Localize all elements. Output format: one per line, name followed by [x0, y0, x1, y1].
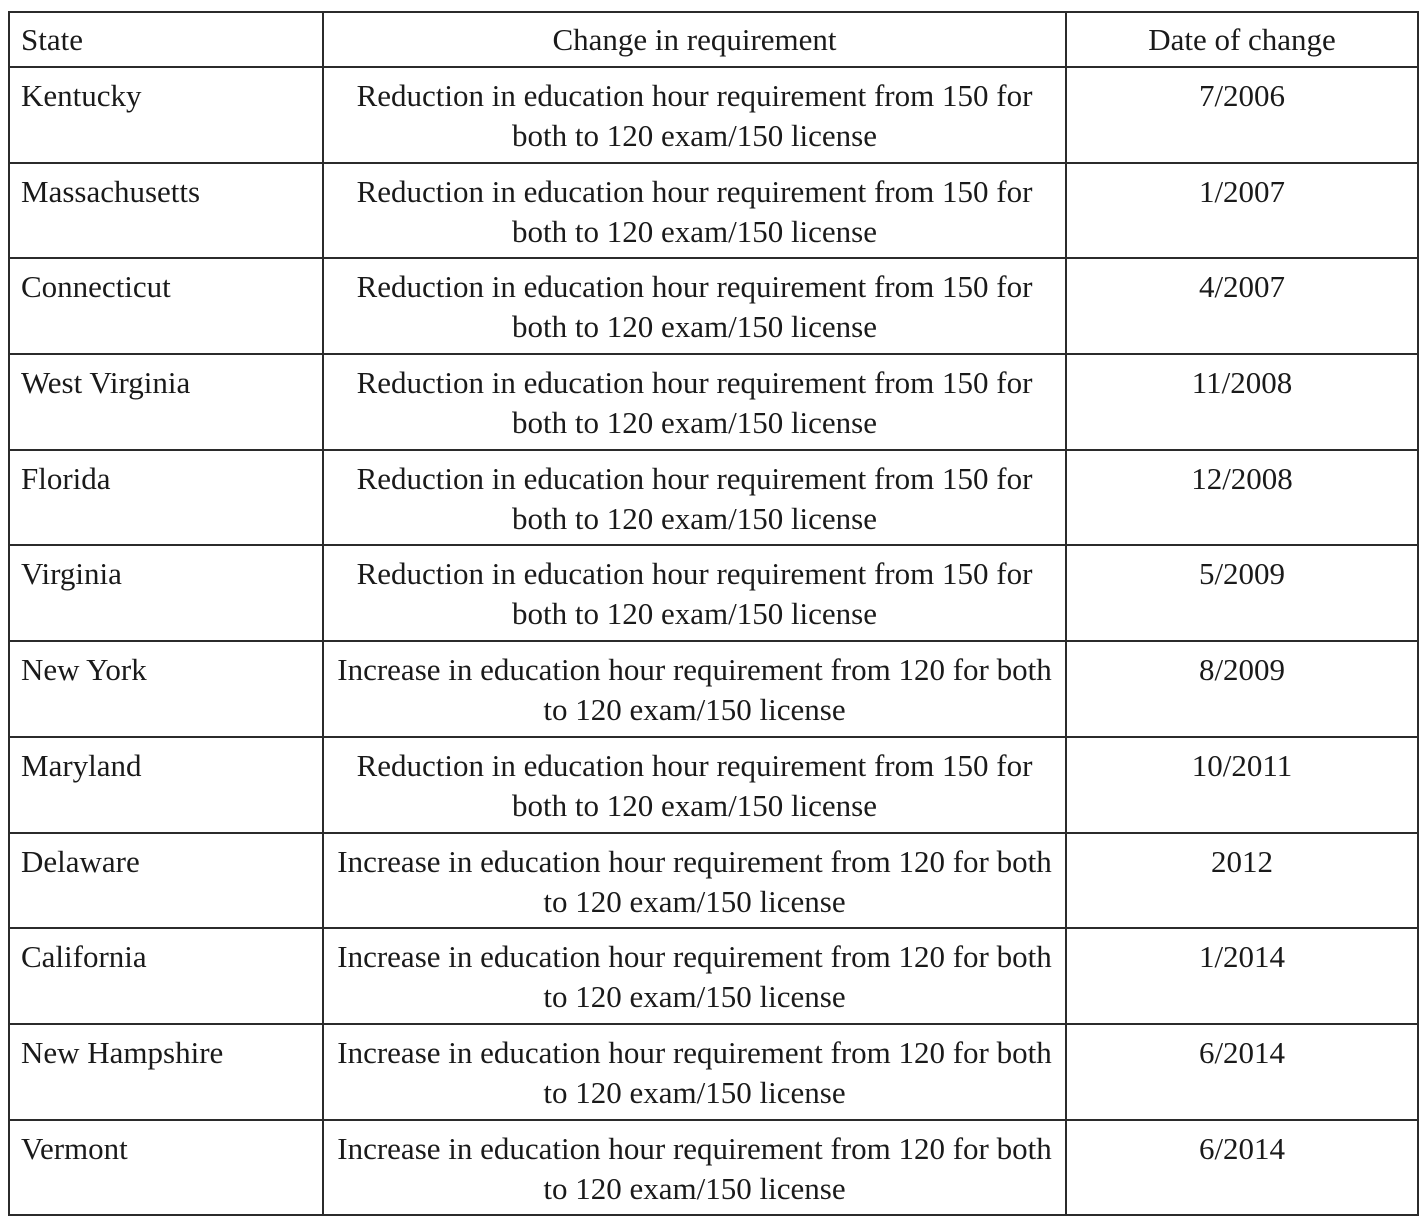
header-date: Date of change — [1066, 12, 1418, 67]
table-row — [9, 1120, 1418, 1216]
cell-state: New Hampshire — [9, 1024, 323, 1120]
table-row — [9, 1024, 1418, 1120]
cell-date: 12/2008 — [1066, 450, 1418, 546]
cell-change: Reduction in education hour requirement from 150 for both to 120 exam/150 license — [323, 737, 1066, 833]
table-row — [9, 928, 1418, 1024]
cell-date: 5/2009 — [1066, 545, 1418, 641]
table-row — [9, 354, 1418, 450]
cell-date: 7/2006 — [1066, 67, 1418, 163]
table-header-row — [9, 12, 1418, 67]
table-row — [9, 641, 1418, 737]
table-row — [9, 833, 1418, 929]
cell-date: 1/2014 — [1066, 928, 1418, 1024]
cell-state: New York — [9, 641, 323, 737]
cell-state: Vermont — [9, 1120, 323, 1216]
requirement-changes-table — [8, 11, 1419, 1216]
cell-change: Increase in education hour requirement from 120 for both to 120 exam/150 license — [323, 641, 1066, 737]
table-row — [9, 67, 1418, 163]
cell-change: Reduction in education hour requirement from 150 for both to 120 exam/150 license — [323, 545, 1066, 641]
table-row — [9, 163, 1418, 259]
table-row — [9, 737, 1418, 833]
cell-state: Connecticut — [9, 258, 323, 354]
cell-change: Reduction in education hour requirement from 150 for both to 120 exam/150 license — [323, 67, 1066, 163]
header-state: State — [9, 12, 323, 67]
cell-state: Kentucky — [9, 67, 323, 163]
cell-state: Massachusetts — [9, 163, 323, 259]
cell-change: Increase in education hour requirement from 120 for both to 120 exam/150 license — [323, 1024, 1066, 1120]
cell-date: 6/2014 — [1066, 1120, 1418, 1216]
cell-change: Increase in education hour requirement from 120 for both to 120 exam/150 license — [323, 928, 1066, 1024]
cell-state: Delaware — [9, 833, 323, 929]
table-row — [9, 258, 1418, 354]
cell-change: Increase in education hour requirement from 120 for both to 120 exam/150 license — [323, 833, 1066, 929]
cell-state: California — [9, 928, 323, 1024]
cell-date: 10/2011 — [1066, 737, 1418, 833]
cell-change: Reduction in education hour requirement from 150 for both to 120 exam/150 license — [323, 258, 1066, 354]
table-row — [9, 450, 1418, 546]
cell-state: West Virginia — [9, 354, 323, 450]
cell-date: 2012 — [1066, 833, 1418, 929]
cell-date: 1/2007 — [1066, 163, 1418, 259]
cell-state: Maryland — [9, 737, 323, 833]
cell-change: Increase in education hour requirement from 120 for both to 120 exam/150 license — [323, 1120, 1066, 1216]
cell-date: 8/2009 — [1066, 641, 1418, 737]
cell-state: Virginia — [9, 545, 323, 641]
table-row — [9, 545, 1418, 641]
cell-change: Reduction in education hour requirement from 150 for both to 120 exam/150 license — [323, 450, 1066, 546]
header-change: Change in requirement — [323, 12, 1066, 67]
cell-change: Reduction in education hour requirement from 150 for both to 120 exam/150 license — [323, 354, 1066, 450]
cell-change: Reduction in education hour requirement from 150 for both to 120 exam/150 license — [323, 163, 1066, 259]
cell-state: Florida — [9, 450, 323, 546]
cell-date: 4/2007 — [1066, 258, 1418, 354]
cell-date: 11/2008 — [1066, 354, 1418, 450]
cell-date: 6/2014 — [1066, 1024, 1418, 1120]
